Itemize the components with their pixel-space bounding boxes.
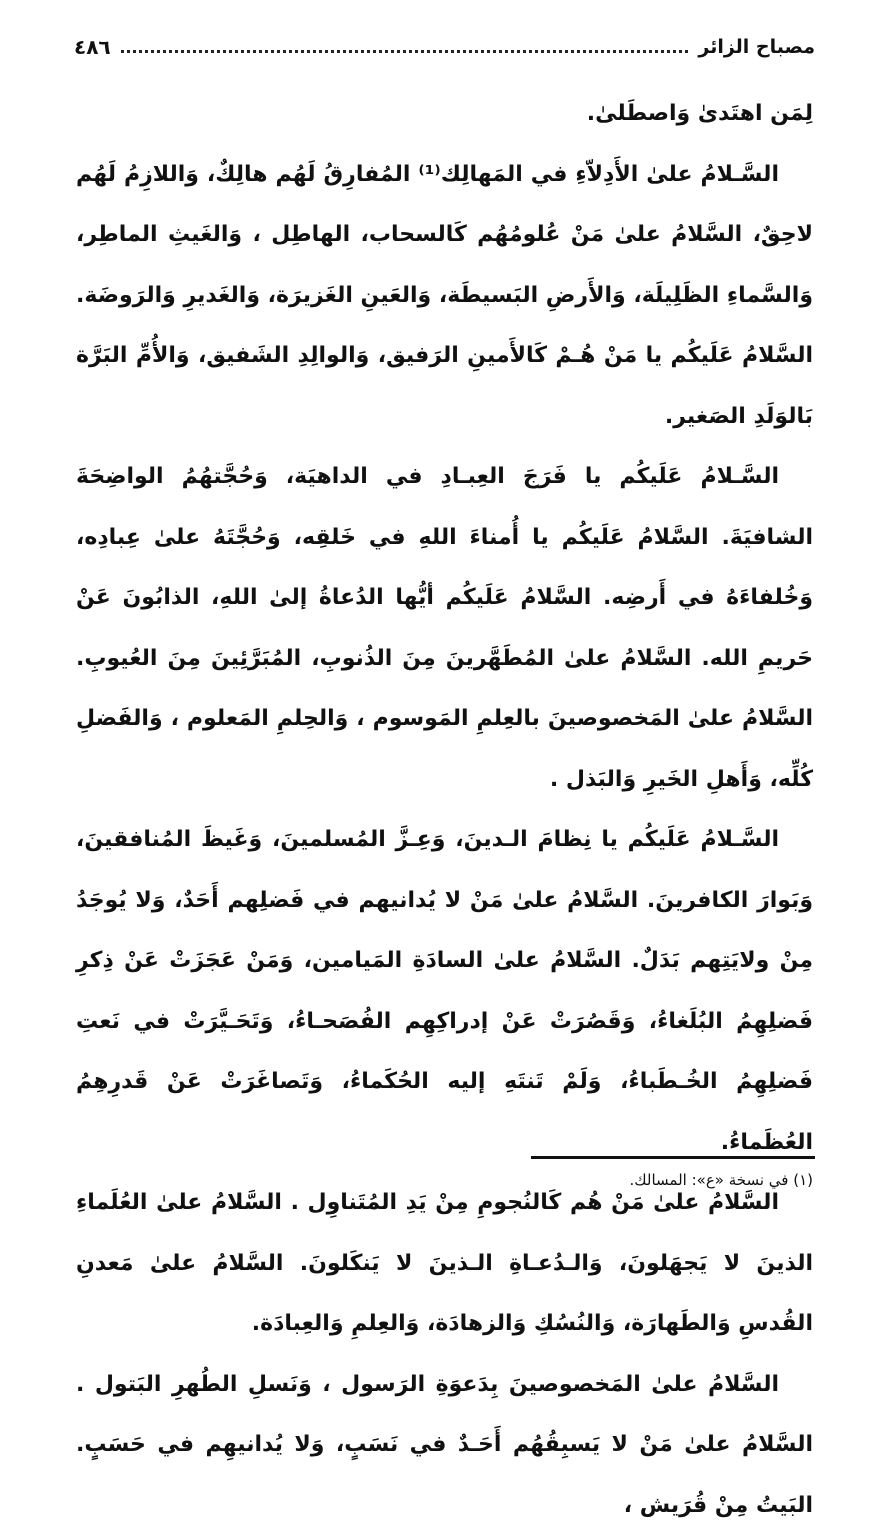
footnote-separator bbox=[531, 1156, 815, 1159]
paragraph: السَّـلامُ عَلَيكُم يا فَرَجَ العِبـادِ في الداهيَة، وَحُجَّتهُمُ الواضِحَةَ الشافيَةَ. السَّلامُ عَلَيكُم يا أُمناءَ اللهِ في خَلقِه، وَحُجَّتَهُ علىٰ عِبادِه، وَخُلفاءَهُ في أَرضِه. السَّلامُ عَلَيكُم أيُّها الدُعاةُ إلىٰ اللهِ، الذابُونَ عَنْ حَريمِ الله. السَّلامُ علىٰ المُطَهَّرينَ مِنَ الذُنوبِ، المُبَرَّئِينَ مِنَ العُيوبِ. السَّلامُ علىٰ المَخصوصينَ بالعِلمِ المَوسوم ، وَالحِلمِ المَعلوم ، وَالفَضلِ كُلِّه، وَأَهلِ الخَيرِ وَالبَذل . bbox=[76, 447, 813, 810]
book-title: مصباح الزائر bbox=[698, 36, 815, 58]
page-number: ٤٨٦ bbox=[74, 35, 111, 59]
paragraph: لِمَن اهتَدىٰ وَاصطَلىٰ. bbox=[76, 84, 813, 145]
paragraph: السَّـلامُ علىٰ الأَدِلاّءِ في المَهالِك⁽¹⁾ المُفارِقُ لَهُم هالِكٌ، وَاللازِمُ لَهُم لاحِقٌ، السَّلامُ علىٰ مَنْ عُلومُهُم كَالسحاب، الهاطِل ، وَالغَيثِ الماطِر، وَالسَّماءِ الظَلِيلَة، وَالأَرضِ البَسيطَة، وَالعَينِ الغَزيرَة، وَالغَديرِ وَالرَوضَة. السَّلامُ عَلَيكُم يا مَنْ هُـمْ كَالأَمينِ الرَفيق، وَالوالِدِ الشَفيق، وَالأُمِّ البَرَّة بَالوَلَدِ الصَغير. bbox=[76, 145, 813, 448]
paragraph: السَّـلامُ عَلَيكُم يا نِظامَ الـدينَ، وَعِـزَّ المُسلمينَ، وَغَيظَ المُنافقينَ، وَبَوارَ الكافرينَ. السَّلامُ علىٰ مَنْ لا يُدانيهم في فَضلِهم أَحَدٌ، وَلا يُوجَدُ مِنْ ولايَتِهم بَدَلٌ. السَّلامُ علىٰ السادَةِ المَيامين، وَمَنْ عَجَزَتْ عَنْ ذِكرِ فَضلِهِمُ البُلَغاءُ، وَقَصُرَتْ عَنْ إدراكِهِم الفُصَحـاءُ، وَتَحَـيَّرَتْ في نَعتِ فَضلِهِمُ الخُـطَباءُ، وَلَمْ تَنتَهِ إليه الحُكَماءُ، وَتَصاغَرَتْ عَنْ قَدرِهِمُ العُظَماءُ. bbox=[76, 810, 813, 1173]
main-text bbox=[76, 84, 813, 1536]
footnote: (١) في نسخة «ع»: المسالك. bbox=[76, 1168, 813, 1192]
paragraph: السَّلامُ علىٰ المَخصوصينَ بِدَعوَةِ الرَسول ، وَنَسلِ الطُهرِ البَتول . السَّلامُ علىٰ مَنْ لا يَسبِقُهُم أَحَـدٌ في نَسَبٍ، وَلا يُدانيهِم في حَسَبٍ. البَيتُ مِنْ قُرَيش ، bbox=[76, 1355, 813, 1536]
paragraph: السَّلامُ علىٰ مَنْ هُم كَالنُجومِ مِنْ يَدِ المُتَناوِل . السَّلامُ علىٰ العُلَماءِ الذينَ لا يَجهَلونَ، وَالـدُعـاةِ الـذينَ لا يَنكَلونَ. السَّلامُ علىٰ مَعدنِ القُدسِ وَالطَهارَة، وَالنُسُكِ وَالزهادَة، وَالعِلمِ وَالعِبادَة. bbox=[76, 1173, 813, 1355]
running-header bbox=[74, 30, 815, 64]
header-dot-leader bbox=[121, 50, 689, 53]
